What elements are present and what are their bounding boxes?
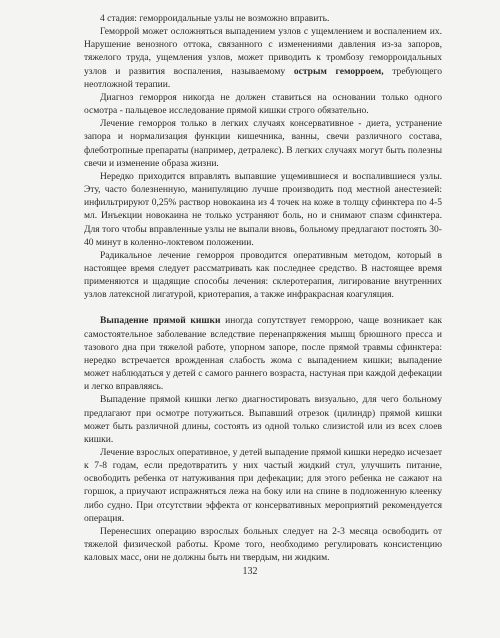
- paragraph-complications: [84, 25, 442, 91]
- paragraph-text: Выпадение прямой кишки легко диагностировать визуально, для чего больному предлагают при осмотре потужиться. Выпавший отрезок (цилиндр) прямой кишки может быть различной длины, состоять из одной только слизистой или из всех слоев кишки.: [84, 394, 442, 445]
- paragraph-text: Геморрой может осложняться выпадением узлов с ущемлением и воспалением их. Нарушение венозного оттока, связанного с изменениями давления из-за запоров, тяжелого труда, ущемления узлов, может приводить к тромбозу геморроидальных узлов и развития воспаления, называемому: [84, 26, 442, 77]
- paragraph-text: Лечение геморроя только в легких случаях консервативное - диета, устранение запора и нормализация функции кишечника, ванны, свечи различного состава, флеботропные препараты (например, детралекс). В легких случаях могут быть полезны свечи и изменение образа жизни.: [84, 118, 442, 169]
- paragraph-prolapse-treatment: [84, 446, 442, 525]
- bold-term-acute-hemorrhoids: острым геморроем,: [293, 65, 384, 77]
- paragraph-rectal-prolapse: [84, 314, 442, 393]
- paragraph-reduction: [84, 170, 442, 249]
- page-number: 132: [242, 566, 258, 577]
- paragraph-text: Нередко приходится вправлять выпавшие ущемившиеся и воспалившиеся узлы. Эту, часто болезненную, манипуляцию лучше производить под местной анестезией: инфильтрируют 0,25% раствор новокаина из 4 точек на коже в толщу сфинктера по 4-5 мл. Инъекции новокаина не только устраняют боль, но и снимают спазм сфинктера. Для того чтобы вправленные узлы не выпали вновь, больному предлагают постоять 30-40 минут в коленно-локтевом положении.: [84, 170, 442, 248]
- paragraph-conservative-treatment: [84, 117, 442, 170]
- paragraph-text: иногда сопутствует геморрою, чаще возникает как самостоятельное заболевание вследствие перенапряжения мышц брюшного пресса и тазового дна при тяжелой работе, упорном запоре, после прямой травмы сфинктера: нередко встречается врожденная слабость жома с выпадением кишки; выпадение может наблюдаться у детей с самого раннего возраста, настуная при каждой дефекации и легко вправляясь.: [84, 315, 442, 393]
- paragraph-gap: [84, 301, 442, 314]
- bold-term-rectal-prolapse: Выпадение прямой кишки: [100, 315, 221, 327]
- paragraph-text: Перенесших операцию взрослых больных следует на 2-3 месяца освободить от тяжелой физической работы. Кроме того, необходимо регулировать консистенцию каловых масс, они не должны быть ни твердым, ни жидким.: [84, 525, 442, 564]
- paragraph-postoperative: [84, 525, 442, 564]
- paragraph-prolapse-diagnosis: [84, 393, 442, 446]
- paragraph-text: Диагноз геморроя никогда не должен ставиться на основании только одного осмотра - пальцевое исследование прямой кишки строго обязательно.: [84, 91, 442, 117]
- paragraph-radical-treatment: [84, 249, 442, 302]
- paragraph-text: требующего неотложной терапии.: [84, 65, 442, 90]
- paragraph-diagnosis: [84, 91, 442, 117]
- paragraph-text: Радикальное лечение геморроя проводится оперативным методом, который в настоящее время следует рассматривать как последнее средство. В настоящее время применяются и щадящие способы лечения: склеротерапия, лигирование внутренних узлов латексной лигатурой, криотерапия, а также инфракрасная коагуляция.: [84, 249, 442, 301]
- paragraph-text: Лечение взрослых оперативное, у детей выпадение прямой кишки нередко исчезает к 7-8 годам, если предотвратить у них частый жидкий стул, улучшить питание, освободить ребенка от натуживания при дефекации; для этого ребенка не сажают на горшок, а приучают испражняться лежа на боку или на спине в подложенную клеенку либо судно. При отсутствии эффекта от консервативных мероприятий рекомендуется операция.: [84, 447, 442, 524]
- paragraph-text: 4 стадия: геморроидальные узлы не возможно вправить.: [100, 13, 330, 24]
- paragraph-stage-4: [84, 12, 442, 25]
